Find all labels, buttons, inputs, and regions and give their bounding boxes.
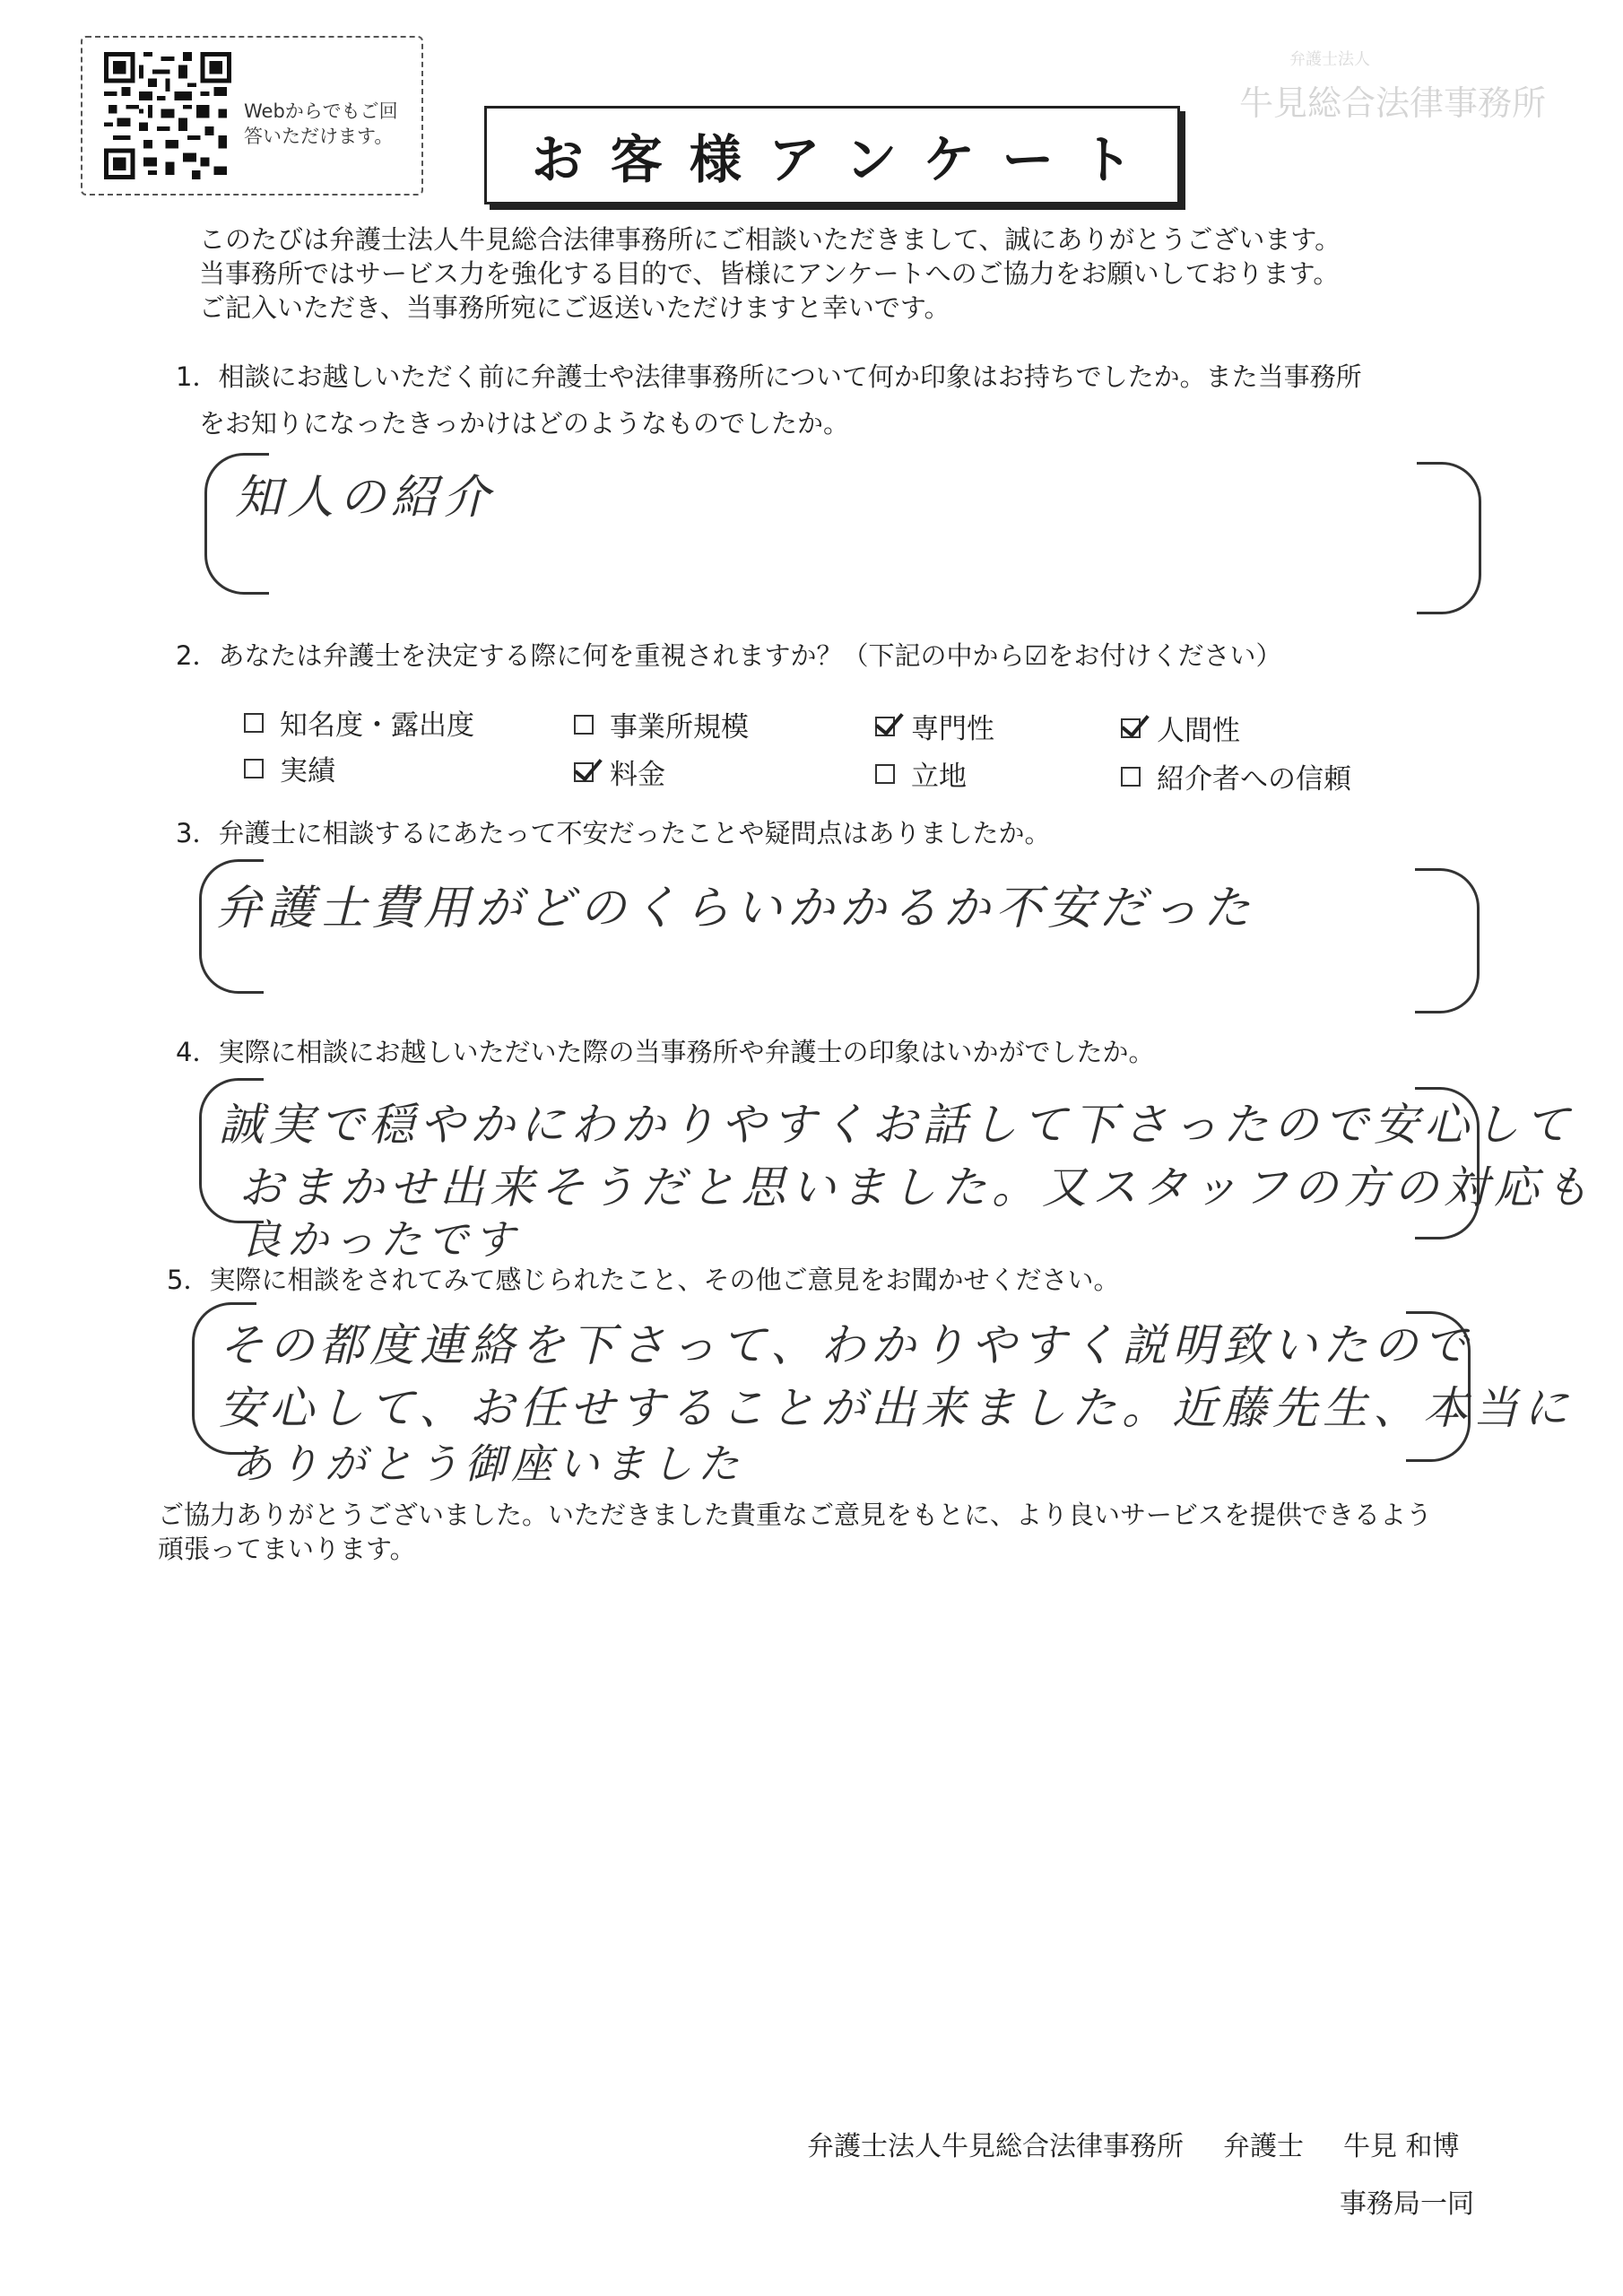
option-expertise — [875, 706, 994, 746]
option-label: 料金 — [610, 759, 665, 791]
option-firm-size — [574, 704, 749, 744]
checkbox-icon — [1121, 767, 1141, 787]
qr-code-icon — [104, 52, 231, 179]
option-location — [875, 753, 967, 794]
checkbox-icon — [875, 764, 895, 784]
signature-firm: 弁護士法人牛見総合法律事務所 — [807, 2131, 1184, 2162]
question-1-line-1: 1．相談にお越しいただく前に弁護士や法律事務所について何か印象はお持ちでしたか。また当事務所 — [176, 361, 1362, 392]
closing-line: ご協力ありがとうございました。いただきました貴重なご意見をもとに、より良いサービスを提供できるよう — [158, 1500, 1433, 1530]
intro-paragraph — [199, 222, 1472, 325]
intro-line: 当事務所ではサービス力を強化する目的で、皆様にアンケートへのご協力をお願いしております。 — [199, 258, 1340, 289]
answer-3-bracket-right — [1415, 868, 1480, 1013]
stamp-firm-name: 牛見総合法律事務所 — [1239, 83, 1547, 123]
option-label: 専門性 — [911, 713, 994, 745]
closing-line: 頑張ってまいります。 — [158, 1534, 416, 1564]
checked-checkbox-icon — [574, 762, 594, 782]
signature-role: 弁護士 — [1223, 2131, 1304, 2162]
page-title: お客様アンケート — [531, 129, 1160, 190]
closing-message — [158, 1498, 1557, 1566]
option-label: 事業所規模 — [610, 711, 749, 744]
qr-caption: Webからでもご回答いただけます。 — [244, 100, 398, 147]
question-4: 4．実際に相談にお越しいただいた際の当事務所や弁護士の印象はいかがでしたか。 — [176, 1037, 1155, 1067]
survey-title-box — [484, 106, 1180, 204]
stamp-firm-type: 弁護士法人 — [1289, 50, 1370, 69]
option-label: 人間性 — [1157, 715, 1240, 747]
option-track-record — [244, 748, 335, 788]
answer-3-handwriting: 弁護士費用がどのくらいかかるか不安だった — [215, 882, 1256, 935]
signature-name: 牛見 和博 — [1343, 2131, 1460, 2162]
answer-5-line-1: その都度連絡を下さって、わかりやすく説明致いたので — [219, 1319, 1473, 1371]
checked-checkbox-icon — [875, 717, 895, 736]
checkbox-icon — [244, 713, 264, 733]
checkbox-icon — [574, 715, 594, 735]
question-5: 5．実際に相談をされてみて感じられたこと、その他ご意見をお聞かせください。 — [167, 1265, 1120, 1295]
question-1-line-2: をお知りになったきっかけはどのようなものでしたか。 — [199, 408, 850, 439]
intro-line: ご記入いただき、当事務所宛にご返送いただけますと幸いです。 — [199, 292, 950, 323]
option-label: 立地 — [911, 761, 967, 793]
answer-1-handwriting: 知人の紹介 — [235, 471, 496, 525]
signature-line — [807, 2124, 1460, 2163]
intro-line: このたびは弁護士法人牛見総合法律事務所にご相談いただきまして、誠にありがとうございます。 — [199, 224, 1341, 255]
option-label: 紹介者への信頼 — [1157, 763, 1351, 796]
question-2: 2．あなたは弁護士を決定する際に何を重視されますか？（下記の中から☑をお付けください） — [176, 640, 1282, 671]
option-personality — [1121, 708, 1240, 748]
answer-4-line-1: 誠実で穏やかにわかりやすくお話して下さったので安心して — [219, 1099, 1575, 1151]
option-referrer-trust — [1121, 756, 1351, 796]
option-label: 知名度・露出度 — [280, 709, 474, 742]
option-fee — [574, 752, 665, 792]
qr-section — [81, 36, 423, 196]
answer-5-line-3: ありがとう御座いました — [231, 1439, 744, 1488]
answer-4-line-3: 良かったです — [240, 1215, 520, 1264]
checked-checkbox-icon — [1121, 718, 1141, 738]
option-awareness — [244, 702, 474, 743]
answer-4-line-2: おまかせ出来そうだと思いました。又スタッフの方の対応も — [239, 1161, 1594, 1213]
checkbox-icon — [244, 759, 264, 778]
question-3: 3．弁護士に相談するにあたって不安だったことや疑問点はありましたか。 — [176, 818, 1051, 848]
answer-5-line-2: 安心して、お任せすることが出来ました。近藤先生、本当に — [219, 1382, 1574, 1434]
signature-office: 事務局一同 — [1340, 2188, 1474, 2220]
option-label: 実績 — [280, 755, 335, 787]
answer-1-bracket-right — [1417, 462, 1481, 614]
